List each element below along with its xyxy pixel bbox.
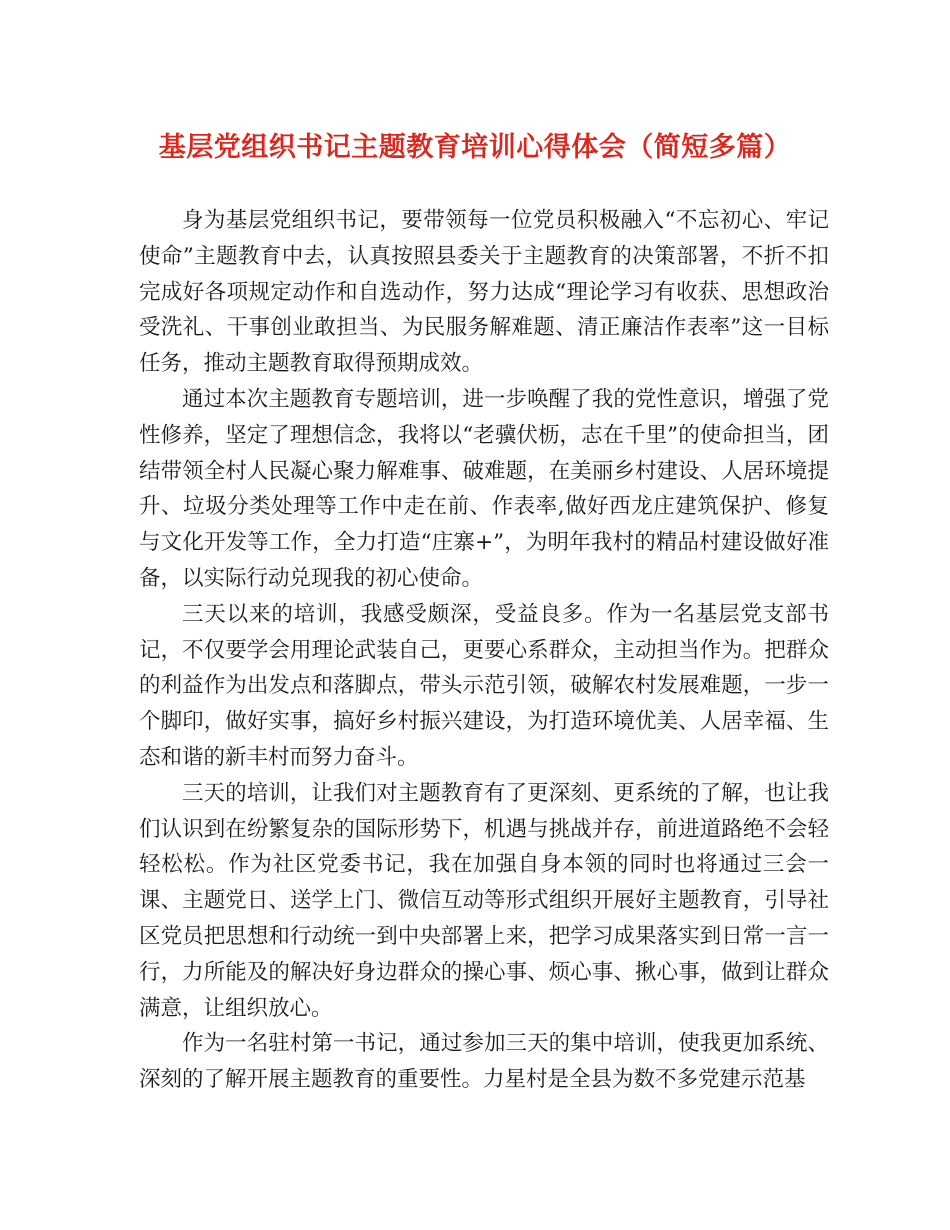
paragraph-4: 三天的培训，让我们对主题教育有了更深刻、更系统的了解，也让我们认识到在纷繁复杂的国际形势下，机遇与挑战并存，前进道路绝不会轻轻松松。作为社区党委书记，我在加强自身本领的同时也将通过三会一课、主题党日、送学上门、微信互动等形式组织开展好主题教育，引导社区党员把思想和行动统一到中央部署上来，把学习成果落实到日常一言一行，力所能及的解决好身边群众的操心事、烦心事、揪心事，做到让群众满意，让组织放心。 bbox=[139, 780, 829, 1021]
document-title: 基层党组织书记主题教育培训心得体会（简短多篇） bbox=[158, 132, 792, 163]
document-body bbox=[139, 203, 829, 1098]
paragraph-5: 作为一名驻村第一书记，通过参加三天的集中培训，使我更加系统、深刻的了解开展主题教育的重要性。力星村是全县为数不多党建示范基 bbox=[139, 1031, 829, 1093]
paragraph-3: 三天以来的培训，我感受颇深，受益良多。作为一名基层党支部书记，不仅要学会用理论武装自己，更要心系群众，主动担当作为。把群众的利益作为出发点和落脚点，带头示范引领，破解农村发展难题，一步一个脚印，做好实事，搞好乡村振兴建设，为打造环境优美、人居幸福、生态和谐的新丰村而努力奋斗。 bbox=[139, 601, 829, 770]
paragraph-1: 身为基层党组织书记，要带领每一位党员积极融入“不忘初心、牢记使命”主题教育中去，认真按照县委关于主题教育的决策部署，不折不扣完成好各项规定动作和自选动作，努力达成“理论学习有收获、思想政治受洗礼、干事创业敢担当、为民服务解难题、清正廉洁作表率”这一目标任务，推动主题教育取得预期成效。 bbox=[139, 208, 829, 377]
paragraph-2: 通过本次主题教育专题培训，进一步唤醒了我的党性意识，增强了党性修养，坚定了理想信念，我将以“老骥伏枥，志在千里”的使命担当，团结带领全村人民凝心聚力解难事、破难题，在美丽乡村建设、人居环境提升、垃圾分类处理等工作中走在前、作表率,做好西龙庄建筑保护、修复与文化开发等工作，全力打造“庄寨+”，为明年我村的精品村建设做好准备，以实际行动兑现我的初心使命。 bbox=[139, 386, 829, 591]
